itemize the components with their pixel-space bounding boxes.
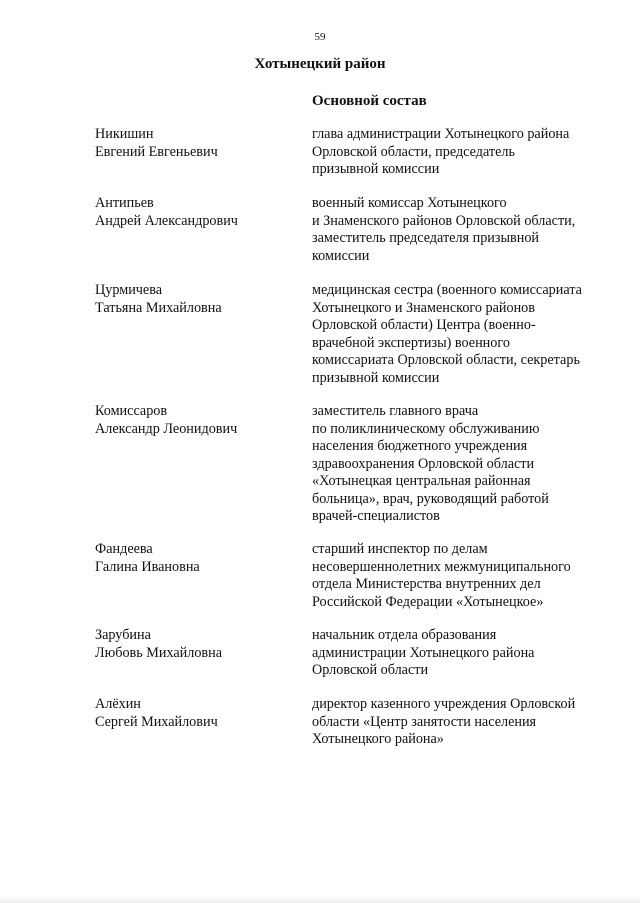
role-line: администрации Хотынецкого района (312, 644, 535, 661)
member-surname: Антипьев (95, 195, 154, 211)
role-line: Российской Федерации «Хотынецкое» (312, 593, 544, 610)
role-line: врачебной экспертизы) военного (312, 334, 510, 351)
role-line: врачей-специалистов (312, 508, 440, 524)
member-name (95, 195, 295, 230)
role-line: Хотынецкого и Знаменского районов (312, 299, 535, 316)
member-surname: Комиссаров (95, 403, 168, 419)
member-given-names: Галина Ивановна (95, 558, 200, 575)
member-given-names: Сергей Михайлович (95, 713, 218, 730)
district-title: Хотынецкий район (254, 56, 386, 72)
role-line: по поликлиническому обслуживанию (312, 420, 540, 437)
member-surname: Зарубина (95, 627, 151, 643)
member-name (95, 696, 295, 731)
role-line: и Знаменского районов Орловской области, (312, 212, 576, 229)
member-name (95, 403, 295, 438)
member-surname: Никишин (95, 126, 154, 142)
role-line: заместитель председателя призывной (312, 230, 539, 246)
role-line: медицинская сестра (военного комиссариата (312, 282, 582, 298)
member-given-names: Любовь Михайловна (95, 644, 223, 661)
member-role (312, 282, 612, 387)
role-line: населения бюджетного учреждения (312, 438, 528, 454)
role-line: Хотынецкого района» (312, 731, 444, 747)
member-role (312, 541, 612, 611)
member-given-names: Татьяна Михайловна (95, 299, 222, 316)
role-line: Орловской области) Центра (военно- (312, 317, 536, 333)
role-line: глава администрации Хотынецкого района (312, 126, 570, 142)
page-number: 59 (314, 31, 326, 43)
member-role (312, 627, 612, 680)
role-line: старший инспектор по делам (312, 541, 488, 557)
member-name (95, 126, 295, 161)
member-surname: Алёхин (95, 696, 141, 712)
role-line: директор казенного учреждения Орловской (312, 696, 576, 712)
role-line: призывной комиссии (312, 161, 440, 177)
member-name (95, 627, 295, 662)
role-line: заместитель главного врача (312, 403, 479, 419)
member-name (95, 541, 295, 576)
member-role (312, 696, 612, 749)
member-role (312, 126, 612, 179)
member-surname: Фандеева (95, 541, 153, 557)
role-line: комиссии (312, 247, 370, 264)
role-line: начальник отдела образования (312, 627, 497, 643)
role-line: военный комиссар Хотынецкого (312, 195, 507, 211)
member-given-names: Александр Леонидович (95, 420, 238, 437)
member-role (312, 195, 612, 265)
member-given-names: Андрей Александрович (95, 212, 238, 229)
role-line: призывной комиссии (312, 369, 440, 386)
role-line: Орловской области (312, 662, 429, 678)
member-name (95, 282, 295, 317)
scan-footer-shadow (0, 895, 640, 903)
member-surname: Цурмичева (95, 282, 163, 298)
role-line: «Хотынецкая центральная районная (312, 473, 531, 489)
role-line: отдела Министерства внутренних дел (312, 576, 541, 592)
role-line: больница», врач, руководящий работой (312, 490, 549, 507)
role-line: Орловской области, председатель (312, 143, 515, 160)
role-line: области «Центр занятости населения (312, 713, 537, 730)
section-title: Основной состав (312, 93, 427, 109)
role-line: несовершеннолетних межмуниципального (312, 558, 571, 575)
role-line: комиссариата Орловской области, секретарь (312, 352, 580, 368)
role-line: здравоохранения Орловской области (312, 455, 535, 472)
member-given-names: Евгений Евгеньевич (95, 143, 218, 160)
member-role (312, 403, 612, 526)
